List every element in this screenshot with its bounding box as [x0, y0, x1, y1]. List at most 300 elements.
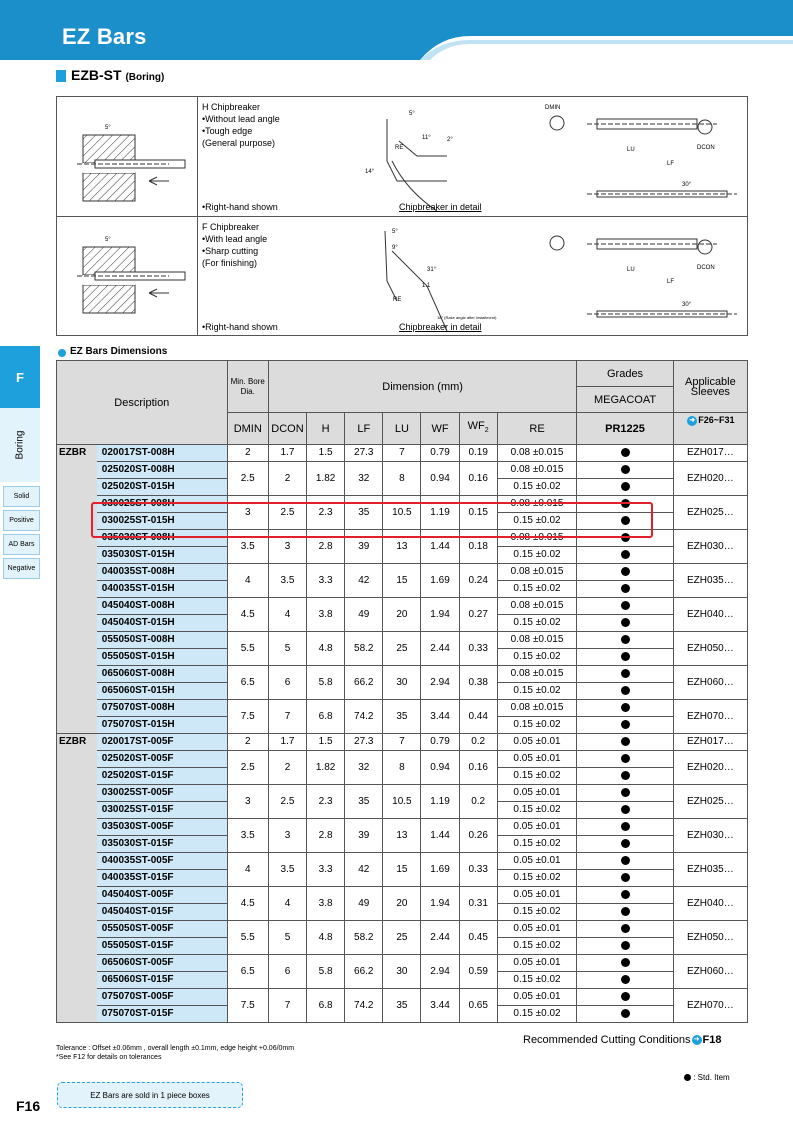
cell-dmin: 5.5 [227, 632, 268, 666]
cell-lf: 74.2 [345, 700, 383, 734]
cell-lf: 42 [345, 853, 383, 887]
svg-text:5°: 5° [105, 125, 111, 131]
cell-wf: 1.69 [421, 853, 459, 887]
cell-dmin: 3.5 [227, 819, 268, 853]
cell-dcon: 7 [268, 700, 306, 734]
cell-dmin: 5.5 [227, 921, 268, 955]
std-dot-icon [684, 1074, 691, 1081]
cell-sleeve[interactable]: EZH020… [673, 751, 747, 785]
boxes-note: EZ Bars are sold in 1 piece boxes [57, 1082, 243, 1108]
cell-re: 0.15 ±0.02 [497, 547, 577, 564]
stock-cell [577, 496, 673, 513]
cell-dmin: 3 [227, 785, 268, 819]
svg-text:5°: 5° [392, 229, 398, 235]
cell-re: 0.15 ±0.02 [497, 904, 577, 921]
std-dot-icon [621, 516, 630, 525]
item-code: 035030ST-005F [97, 819, 227, 836]
cell-lu: 35 [383, 700, 421, 734]
cell-re: 0.08 ±0.015 [497, 445, 577, 462]
cell-dmin: 2.5 [227, 462, 268, 496]
cell-lf: 27.3 [345, 445, 383, 462]
stock-cell [577, 989, 673, 1006]
cell-re: 0.15 ±0.02 [497, 972, 577, 989]
cell-dmin: 4 [227, 853, 268, 887]
cell-re: 0.05 ±0.01 [497, 785, 577, 802]
cell-dmin: 6.5 [227, 666, 268, 700]
header-lf: LF [345, 413, 383, 445]
cell-lf: 35 [345, 785, 383, 819]
cell-re: 0.05 ±0.01 [497, 921, 577, 938]
cell-re: 0.15 ±0.02 [497, 836, 577, 853]
table-row [57, 462, 748, 479]
std-dot-icon [621, 567, 630, 576]
cell-re: 0.15 ±0.02 [497, 768, 577, 785]
cell-wf: 1.69 [421, 564, 459, 598]
cell-sleeve[interactable]: EZH060… [673, 955, 747, 989]
table-row [57, 445, 748, 462]
svg-text:5°: 5° [409, 111, 415, 117]
stock-cell [577, 615, 673, 632]
cell-dmin: 2 [227, 445, 268, 462]
cell-h: 1.82 [307, 751, 345, 785]
item-code: 055050ST-015F [97, 938, 227, 955]
item-code: 030025ST-015H [97, 513, 227, 530]
dims-bullet-icon [58, 349, 66, 357]
stock-cell [577, 1006, 673, 1023]
svg-text:11°: 11° [422, 135, 431, 141]
cell-wf2: 0.33 [459, 853, 497, 887]
stock-cell [577, 853, 673, 870]
side-tab-ad-bars[interactable]: AD Bars [3, 534, 40, 555]
cell-lf: 66.2 [345, 955, 383, 989]
std-dot-icon [621, 635, 630, 644]
std-dot-icon [621, 958, 630, 967]
std-dot-icon [621, 618, 630, 627]
item-code: 045040ST-008H [97, 598, 227, 615]
chipbreaker-diagrams [56, 96, 748, 336]
std-dot-icon [621, 652, 630, 661]
cell-h: 3.8 [307, 887, 345, 921]
std-dot-icon [621, 703, 630, 712]
cell-sleeve[interactable]: EZH017… [673, 445, 747, 462]
cell-re: 0.05 ±0.01 [497, 819, 577, 836]
cell-re: 0.08 ±0.015 [497, 462, 577, 479]
stock-cell [577, 530, 673, 547]
item-code: 035030ST-015F [97, 836, 227, 853]
dims-title: EZ Bars Dimensions [70, 346, 168, 357]
cell-lu: 35 [383, 989, 421, 1023]
std-dot-icon [621, 805, 630, 814]
cell-wf2: 0.18 [459, 530, 497, 564]
svg-text:30°: 30° [682, 302, 692, 308]
table-row [57, 496, 748, 513]
stock-cell [577, 751, 673, 768]
svg-text:30°: 30° [682, 182, 692, 188]
header-sleeve-ref[interactable]: ➜ F26~F31 [673, 413, 747, 445]
cell-re: 0.15 ±0.02 [497, 1006, 577, 1023]
cell-dcon: 5 [268, 921, 306, 955]
stock-cell [577, 479, 673, 496]
f-detail-link: Chipbreaker in detail [399, 322, 482, 332]
cell-lf: 27.3 [345, 734, 383, 751]
f-chipbreaker-text: F Chipbreaker •With lead angle •Sharp cutting (For finishing) [202, 222, 268, 268]
stock-cell [577, 462, 673, 479]
svg-text:2°: 2° [447, 137, 453, 143]
boring-sketch-f [57, 217, 198, 336]
stock-cell [577, 938, 673, 955]
cell-h: 1.5 [307, 445, 345, 462]
cell-wf: 2.44 [421, 921, 459, 955]
item-code: 040035ST-015H [97, 581, 227, 598]
std-dot-icon [621, 601, 630, 610]
header-description: Description [57, 361, 228, 445]
cell-lu: 7 [383, 445, 421, 462]
cell-sleeve[interactable]: EZH040… [673, 887, 747, 921]
std-dot-icon [621, 992, 630, 1001]
header-grades: Grades [577, 361, 673, 387]
stock-cell [577, 802, 673, 819]
stock-cell [577, 887, 673, 904]
cell-re: 0.15 ±0.02 [497, 513, 577, 530]
cell-lf: 42 [345, 564, 383, 598]
std-dot-icon [621, 737, 630, 746]
cell-h: 6.8 [307, 989, 345, 1023]
cell-sleeve[interactable]: EZH040… [673, 598, 747, 632]
cell-wf2: 0.38 [459, 666, 497, 700]
cell-re: 0.15 ±0.02 [497, 938, 577, 955]
item-code: 065060ST-008H [97, 666, 227, 683]
table-row [57, 853, 748, 870]
cell-sleeve[interactable]: EZH030… [673, 819, 747, 853]
table-row [57, 632, 748, 649]
side-tab-negative[interactable]: Negative [3, 558, 40, 579]
stock-cell [577, 581, 673, 598]
cell-lf: 58.2 [345, 921, 383, 955]
f-chipbreaker-drawing [337, 221, 747, 331]
cell-wf2: 0.59 [459, 955, 497, 989]
header-h: H [307, 413, 345, 445]
std-dot-icon [621, 669, 630, 678]
cell-re: 0.08 ±0.015 [497, 530, 577, 547]
std-dot-icon [621, 771, 630, 780]
item-code: 035030ST-008H [97, 530, 227, 547]
cell-wf: 0.79 [421, 734, 459, 751]
h-chipbreaker-text: H Chipbreaker •Without lead angle •Tough edge (General purpose) [202, 102, 280, 148]
table-row [57, 955, 748, 972]
item-code: 025020ST-008H [97, 462, 227, 479]
cell-sleeve[interactable]: EZH020… [673, 462, 747, 496]
svg-text:LU: LU [627, 147, 635, 153]
stock-cell [577, 870, 673, 887]
cell-wf: 1.19 [421, 785, 459, 819]
cell-re: 0.08 ±0.015 [497, 632, 577, 649]
cell-wf2: 0.2 [459, 785, 497, 819]
cell-wf2: 0.44 [459, 700, 497, 734]
cell-dmin: 3 [227, 496, 268, 530]
stock-cell [577, 683, 673, 700]
cell-dcon: 2.5 [268, 785, 306, 819]
header-wf2: $WF_2$ [459, 413, 497, 445]
cell-lu: 20 [383, 598, 421, 632]
cell-h: 3.8 [307, 598, 345, 632]
cell-dmin: 4 [227, 564, 268, 598]
table-row [57, 785, 748, 802]
cell-dcon: 3 [268, 819, 306, 853]
stock-cell [577, 904, 673, 921]
cell-dcon: 7 [268, 989, 306, 1023]
cell-re: 0.08 ±0.015 [497, 700, 577, 717]
cell-re: 0.15 ±0.02 [497, 479, 577, 496]
table-row [57, 700, 748, 717]
cell-h: 6.8 [307, 700, 345, 734]
stock-cell [577, 445, 673, 462]
boring-sketch [57, 97, 198, 216]
cell-sleeve[interactable]: EZH017… [673, 734, 747, 751]
cell-wf2: 0.16 [459, 751, 497, 785]
item-code: 055050ST-015H [97, 649, 227, 666]
cell-dmin: 7.5 [227, 989, 268, 1023]
cell-re: 0.15 ±0.02 [497, 802, 577, 819]
item-code: 065060ST-015F [97, 972, 227, 989]
h-detail-link: Chipbreaker in detail [399, 202, 482, 212]
cell-dcon: 1.7 [268, 734, 306, 751]
header-dmin: DMIN [227, 413, 268, 445]
stock-cell [577, 955, 673, 972]
svg-text:LF: LF [667, 279, 675, 285]
cell-sleeve[interactable]: EZH060… [673, 666, 747, 700]
cell-dcon: 5 [268, 632, 306, 666]
cell-h: 2.8 [307, 530, 345, 564]
cell-dmin: 2.5 [227, 751, 268, 785]
svg-text:14°: 14° [365, 169, 375, 175]
header-megacoat: MEGACOAT [577, 387, 673, 413]
cell-lu: 8 [383, 462, 421, 496]
cell-dmin: 2 [227, 734, 268, 751]
table-row [57, 598, 748, 615]
cell-h: 1.82 [307, 462, 345, 496]
cell-dcon: 2 [268, 751, 306, 785]
cell-h: 5.8 [307, 666, 345, 700]
tolerance-note: Tolerance : Offset ±0.06mm , overall length ±0.1mm, edge height +0.06/0mm *See F12 for details on tolerances [56, 1045, 295, 1061]
std-dot-icon [621, 465, 630, 474]
cell-lf: 74.2 [345, 989, 383, 1023]
cell-h: 4.8 [307, 921, 345, 955]
cell-wf: 1.19 [421, 496, 459, 530]
item-code: 030025ST-008H [97, 496, 227, 513]
cell-h: 2.3 [307, 785, 345, 819]
svg-text:9°: 9° [392, 245, 398, 251]
std-legend: : Std. Item [684, 1073, 730, 1082]
cell-re: 0.15 ±0.02 [497, 615, 577, 632]
cell-lf: 35 [345, 496, 383, 530]
cell-h: 5.8 [307, 955, 345, 989]
table-row [57, 751, 748, 768]
cell-sleeve[interactable]: EZH025… [673, 496, 747, 530]
std-dot-icon [621, 941, 630, 950]
std-dot-icon [621, 890, 630, 899]
cell-lf: 49 [345, 598, 383, 632]
cell-dcon: 3.5 [268, 853, 306, 887]
std-dot-icon [621, 1009, 630, 1018]
stock-cell [577, 649, 673, 666]
cell-wf2: 0.16 [459, 462, 497, 496]
cell-wf: 2.94 [421, 955, 459, 989]
svg-text:DCON: DCON [697, 145, 715, 151]
header-wf: WF [421, 413, 459, 445]
std-dot-icon [621, 907, 630, 916]
item-code: 075070ST-015H [97, 717, 227, 734]
cell-lu: 13 [383, 530, 421, 564]
item-code: 030025ST-015F [97, 802, 227, 819]
cell-lf: 32 [345, 751, 383, 785]
item-code: 040035ST-005F [97, 853, 227, 870]
cell-re: 0.15 ±0.02 [497, 649, 577, 666]
svg-text:5°: 5° [105, 237, 111, 243]
cell-dcon: 2 [268, 462, 306, 496]
cell-lf: 66.2 [345, 666, 383, 700]
cell-wf2: 0.45 [459, 921, 497, 955]
svg-text:DCON: DCON [697, 265, 715, 271]
stock-cell [577, 547, 673, 564]
std-dot-icon [621, 448, 630, 457]
page-title: EZ Bars [62, 24, 147, 49]
cell-dcon: 6 [268, 666, 306, 700]
cell-re: 0.05 ±0.01 [497, 751, 577, 768]
header-dcon: DCON [268, 413, 306, 445]
cell-wf: 0.94 [421, 751, 459, 785]
cell-wf2: 0.31 [459, 887, 497, 921]
cell-re: 0.08 ±0.015 [497, 598, 577, 615]
cell-dcon: 6 [268, 955, 306, 989]
cell-sleeve[interactable]: EZH035… [673, 564, 747, 598]
cell-lf: 39 [345, 819, 383, 853]
std-dot-icon [621, 856, 630, 865]
cell-sleeve[interactable]: EZH050… [673, 921, 747, 955]
header-lu: LU [383, 413, 421, 445]
h-chipbreaker-row [57, 97, 747, 216]
header-applicable: Applicable Sleeves [673, 361, 747, 413]
svg-text:18° (Rake angle after installm: 18° (Rake angle after installment) [437, 315, 497, 320]
cell-wf2: 0.15 [459, 496, 497, 530]
std-dot-icon [621, 873, 630, 882]
std-dot-icon [621, 822, 630, 831]
cell-h: 4.8 [307, 632, 345, 666]
cell-lu: 10.5 [383, 496, 421, 530]
page-number: F16 [16, 1098, 41, 1114]
item-code: 025020ST-015H [97, 479, 227, 496]
section-marker [56, 70, 66, 82]
table-row [57, 666, 748, 683]
table-row [57, 530, 748, 547]
series-name: EZBR [57, 445, 97, 734]
std-dot-icon [621, 720, 630, 729]
f-right-hand-note: •Right-hand shown [202, 322, 278, 332]
item-code: 020017ST-005F [97, 734, 227, 751]
side-tab-solid[interactable]: Solid [3, 486, 40, 507]
cell-lf: 49 [345, 887, 383, 921]
std-dot-icon [621, 754, 630, 763]
cell-lu: 25 [383, 632, 421, 666]
svg-text:31°: 31° [427, 267, 437, 273]
item-code: 025020ST-005F [97, 751, 227, 768]
cell-lu: 15 [383, 564, 421, 598]
svg-text:LU: LU [627, 267, 635, 273]
cell-dcon: 1.7 [268, 445, 306, 462]
arrow-right-icon: ➜ [687, 416, 697, 426]
item-code: 065060ST-005F [97, 955, 227, 972]
cell-lu: 15 [383, 853, 421, 887]
item-code: 030025ST-005F [97, 785, 227, 802]
cell-wf: 0.79 [421, 445, 459, 462]
std-dot-icon [621, 533, 630, 542]
dimensions-table [56, 360, 748, 1023]
cell-dcon: 2.5 [268, 496, 306, 530]
stock-cell [577, 734, 673, 751]
cell-sleeve[interactable]: EZH035… [673, 853, 747, 887]
cell-wf: 0.94 [421, 462, 459, 496]
stock-cell [577, 700, 673, 717]
cell-lu: 30 [383, 666, 421, 700]
stock-cell [577, 564, 673, 581]
cell-sleeve[interactable]: EZH070… [673, 989, 747, 1023]
table-row [57, 989, 748, 1006]
cell-lu: 8 [383, 751, 421, 785]
cell-dcon: 3.5 [268, 564, 306, 598]
std-dot-icon [621, 584, 630, 593]
table-row [57, 564, 748, 581]
cell-re: 0.08 ±0.015 [497, 496, 577, 513]
recommended-link[interactable]: Recommended Cutting Conditions ➜ F18 [523, 1034, 722, 1046]
item-code: 045040ST-005F [97, 887, 227, 904]
side-tab-positive[interactable]: Positive [3, 510, 40, 531]
cell-h: 3.3 [307, 564, 345, 598]
cell-h: 2.8 [307, 819, 345, 853]
cell-lu: 30 [383, 955, 421, 989]
cell-sleeve[interactable]: EZH070… [673, 700, 747, 734]
svg-text:LF: LF [667, 161, 675, 167]
header-re: RE [497, 413, 577, 445]
cell-lf: 32 [345, 462, 383, 496]
side-tab-f[interactable]: F [0, 346, 40, 408]
cell-wf: 1.44 [421, 530, 459, 564]
std-dot-icon [621, 924, 630, 933]
item-code: 055050ST-008H [97, 632, 227, 649]
item-code: 075070ST-005F [97, 989, 227, 1006]
arrow-right-icon: ➜ [692, 1035, 702, 1045]
cell-re: 0.15 ±0.02 [497, 717, 577, 734]
svg-text:RE: RE [393, 297, 402, 303]
item-code: 055050ST-005F [97, 921, 227, 938]
item-code: 040035ST-008H [97, 564, 227, 581]
cell-re: 0.05 ±0.01 [497, 955, 577, 972]
h-right-hand-note: •Right-hand shown [202, 202, 278, 212]
cell-wf2: 0.2 [459, 734, 497, 751]
stock-cell [577, 768, 673, 785]
cell-dcon: 3 [268, 530, 306, 564]
table-row [57, 921, 748, 938]
item-code: 045040ST-015F [97, 904, 227, 921]
stock-cell [577, 717, 673, 734]
cell-sleeve[interactable]: EZH025… [673, 785, 747, 819]
header-dimension: Dimension (mm) [268, 361, 576, 413]
cell-sleeve[interactable]: EZH050… [673, 632, 747, 666]
header-pr1225: PR1225 [577, 413, 673, 445]
cell-dcon: 4 [268, 598, 306, 632]
side-tab-boring[interactable]: Boring [0, 408, 40, 482]
table-row [57, 734, 748, 751]
cell-sleeve[interactable]: EZH030… [673, 530, 747, 564]
cell-h: 1.5 [307, 734, 345, 751]
